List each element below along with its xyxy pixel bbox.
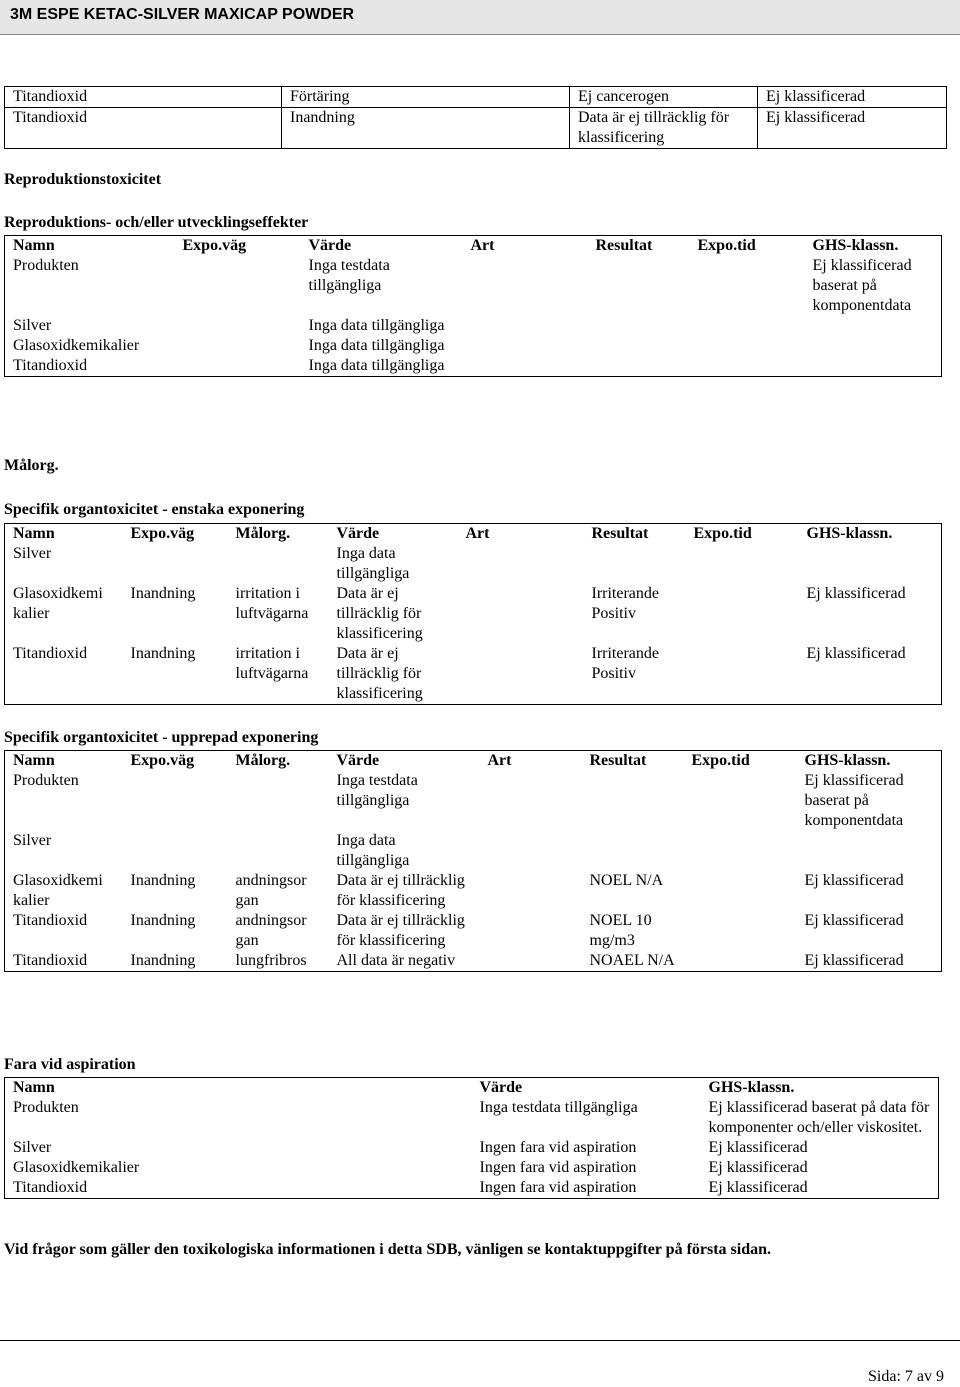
column-header: Expo.tid (697, 237, 756, 254)
table-cell: Ingen fara vid aspiration (479, 1159, 637, 1176)
table-row (5, 1158, 939, 1178)
table-cell (463, 356, 588, 377)
table-row (5, 356, 942, 377)
table-cell (684, 951, 797, 972)
table-cell: Glasoxidkemi kalier (13, 585, 103, 622)
table-cell: Inandning (130, 912, 196, 929)
aspiration-table (4, 1077, 939, 1199)
table-row (5, 1178, 939, 1199)
column-header: Expo.väg (182, 237, 247, 254)
column-header: Art (487, 752, 512, 769)
table-header-row (5, 236, 942, 257)
table-cell (123, 771, 228, 831)
table-cell: Förtäring (282, 87, 570, 108)
table-cell: Inga data tillgängliga (336, 832, 410, 869)
table-cell: Inandning (282, 108, 570, 149)
table-cell (123, 544, 228, 584)
column-header: GHS-klassn. (708, 1079, 795, 1096)
table-cell (584, 544, 686, 584)
table-header-row (5, 1078, 939, 1099)
table-row (5, 1098, 939, 1138)
table-cell: Titandioxid (5, 108, 282, 149)
table-cell (690, 316, 805, 336)
table-row (5, 87, 947, 108)
column-header: Art (470, 237, 495, 254)
table-cell: Titandioxid (13, 952, 88, 969)
malorg-heading: Målorg. (4, 457, 59, 474)
column-header: Värde (308, 237, 352, 254)
table-row (5, 831, 942, 871)
table-cell (463, 256, 588, 316)
table-cell: Glasoxidkemikalier (13, 1159, 140, 1176)
table-cell: Titandioxid (13, 357, 88, 374)
table-cell: Data är ej tillräcklig för klassificering (570, 108, 758, 149)
column-header: Namn (13, 525, 55, 542)
table-cell: Inga data tillgängliga (308, 337, 445, 354)
table-cell (805, 356, 942, 377)
table-cell: Inandning (130, 952, 196, 969)
column-header: Expo.tid (693, 525, 752, 542)
table-cell: NOEL N/A (589, 872, 664, 889)
table-cell: Irriterande Positiv (591, 585, 660, 622)
table-cell: Inandning (130, 645, 196, 662)
table-cell (480, 951, 582, 972)
table-cell: Titandioxid (5, 87, 282, 108)
column-header: Värde (336, 525, 380, 542)
table-cell (480, 831, 582, 871)
page-number: Sida: 7 av 9 (868, 1368, 944, 1385)
table-row (5, 911, 942, 951)
table-row (5, 1138, 939, 1158)
product-title: 3M ESPE KETAC-SILVER MAXICAP POWDER (10, 6, 355, 23)
table-cell: lungfribros (235, 952, 307, 969)
column-header: GHS-klassn. (812, 237, 899, 254)
table-row (5, 584, 942, 644)
table-row (5, 644, 942, 705)
table-row (5, 871, 942, 911)
table-cell: Ej klassificerad (806, 645, 906, 662)
repeated-exposure-heading: Specifik organtoxicitet - upprepad exponering (4, 729, 319, 746)
table-cell: Ej klassificerad baserat på komponentdata (804, 772, 904, 829)
table-cell: Ej klassificerad (806, 585, 906, 602)
table-cell: Ej klassificerad (804, 912, 904, 929)
table-cell (684, 871, 797, 911)
table-cell (582, 771, 684, 831)
column-header: Värde (479, 1079, 523, 1096)
column-header: Expo.väg (130, 752, 195, 769)
table-cell: irritation i luftvägarna (235, 645, 309, 682)
table-cell: Titandioxid (13, 912, 88, 929)
table-cell: Inga testdata tillgängliga (308, 257, 390, 294)
table-cell (480, 871, 582, 911)
table-cell: Inandning (130, 585, 196, 602)
table-cell (684, 831, 797, 871)
table-cell: Ej klassificerad (758, 87, 947, 108)
table-row (5, 256, 942, 316)
column-header: Värde (336, 752, 380, 769)
table-cell: Inandning (130, 872, 196, 889)
table-cell (480, 911, 582, 951)
table-cell (458, 544, 584, 584)
table-cell: Ej klassificerad (804, 872, 904, 889)
aspiration-heading: Fara vid aspiration (4, 1056, 136, 1073)
table-cell (588, 256, 690, 316)
table-row (5, 951, 942, 972)
table-cell: Inga data tillgängliga (336, 545, 410, 582)
table-cell: Ej cancerogen (570, 87, 758, 108)
table-cell: Glasoxidkemi kalier (13, 872, 103, 909)
column-header: Målorg. (235, 525, 291, 542)
table-cell: Inga data tillgängliga (308, 357, 445, 374)
column-header: Resultat (595, 237, 653, 254)
table-cell: All data är negativ (336, 952, 456, 969)
table-cell: Glasoxidkemikalier (13, 337, 140, 354)
table-cell: andningsor gan (235, 872, 307, 909)
table-cell: Ej klassificerad (758, 108, 947, 149)
carcinogenicity-table (4, 86, 947, 149)
column-header: Resultat (591, 525, 649, 542)
table-cell (588, 356, 690, 377)
table-cell (480, 771, 582, 831)
table-cell: Ingen fara vid aspiration (479, 1139, 637, 1156)
column-header: GHS-klassn. (806, 525, 893, 542)
table-cell (684, 911, 797, 951)
table-cell (690, 256, 805, 316)
table-cell: Titandioxid (13, 645, 88, 662)
table-cell: Data är ej tillräcklig för klassificering (336, 912, 465, 949)
table-cell: irritation i luftvägarna (235, 585, 309, 622)
table-row (5, 316, 942, 336)
table-cell (463, 336, 588, 356)
table-row (5, 336, 942, 356)
table-cell: Irriterande Positiv (591, 645, 660, 682)
table-cell (588, 336, 690, 356)
contact-note: Vid frågor som gäller den toxikologiska informationen i detta SDB, vänligen se kontaktuppgifter på första sidan. (4, 1241, 772, 1258)
table-cell (686, 544, 799, 584)
table-cell: Produkten (13, 1099, 79, 1116)
table-cell: Inga testdata tillgängliga (336, 772, 418, 809)
reproduction-subheading: Reproduktions- och/eller utvecklingseffekter (4, 214, 309, 231)
table-cell: Ej klassificerad baserat på komponentdata (812, 257, 912, 314)
table-cell (690, 336, 805, 356)
repeated-exposure-table (4, 750, 942, 972)
table-cell (175, 256, 301, 316)
column-header: Namn (13, 1079, 55, 1096)
table-cell (228, 771, 329, 831)
table-cell: Data är ej tillräcklig för klassificering (336, 645, 423, 702)
table-cell (123, 831, 228, 871)
table-cell: Inga testdata tillgängliga (479, 1099, 638, 1116)
table-cell (175, 356, 301, 377)
column-header: Namn (13, 237, 55, 254)
table-cell: Ingen fara vid aspiration (479, 1179, 637, 1196)
table-cell: Silver (13, 832, 52, 849)
table-cell: Silver (13, 317, 52, 334)
table-cell: Inga data tillgängliga (308, 317, 445, 334)
table-cell: NOAEL N/A (589, 952, 675, 969)
table-cell (588, 316, 690, 336)
table-cell (805, 336, 942, 356)
table-cell (175, 336, 301, 356)
table-header-row (5, 751, 942, 772)
table-cell: Ej klassificerad (708, 1139, 808, 1156)
table-cell: Titandioxid (13, 1179, 88, 1196)
footer-divider (0, 1340, 960, 1341)
table-cell: Ej klassificerad (804, 952, 904, 969)
table-cell (799, 544, 942, 584)
table-cell (686, 644, 799, 705)
table-cell: andningsor gan (235, 912, 307, 949)
table-cell: Ej klassificerad baserat på data för komponenter och/eller viskositet. (708, 1099, 930, 1136)
table-cell: Data är ej tillräcklig för klassificering (336, 585, 423, 642)
document-header-bar (0, 0, 960, 35)
column-header: Art (465, 525, 490, 542)
table-cell (684, 771, 797, 831)
table-cell (463, 316, 588, 336)
table-cell: Produkten (13, 257, 79, 274)
table-cell: Produkten (13, 772, 79, 789)
table-cell (175, 316, 301, 336)
table-cell (797, 831, 942, 871)
reproduction-heading: Reproduktionstoxicitet (4, 171, 162, 188)
single-exposure-heading: Specifik organtoxicitet - enstaka exponering (4, 501, 305, 518)
table-cell (458, 644, 584, 705)
table-cell (690, 356, 805, 377)
single-exposure-table (4, 523, 942, 705)
table-cell (805, 316, 942, 336)
table-cell: Ej klassificerad (708, 1159, 808, 1176)
table-cell: Silver (13, 1139, 52, 1156)
table-cell (582, 831, 684, 871)
table-cell (686, 584, 799, 644)
table-cell: NOEL 10 mg/m3 (589, 912, 652, 949)
table-row (5, 544, 942, 584)
table-cell: Ej klassificerad (708, 1179, 808, 1196)
column-header: Resultat (589, 752, 647, 769)
reproduction-table (4, 235, 942, 377)
column-header: Namn (13, 752, 55, 769)
table-cell: Silver (13, 545, 52, 562)
table-cell (228, 544, 329, 584)
column-header: GHS-klassn. (804, 752, 891, 769)
column-header: Målorg. (235, 752, 291, 769)
table-cell (458, 584, 584, 644)
table-header-row (5, 524, 942, 545)
table-cell: Data är ej tillräcklig för klassificering (336, 872, 465, 909)
column-header: Expo.tid (691, 752, 750, 769)
table-row (5, 771, 942, 831)
table-cell (228, 831, 329, 871)
column-header: Expo.väg (130, 525, 195, 542)
table-row (5, 108, 947, 149)
